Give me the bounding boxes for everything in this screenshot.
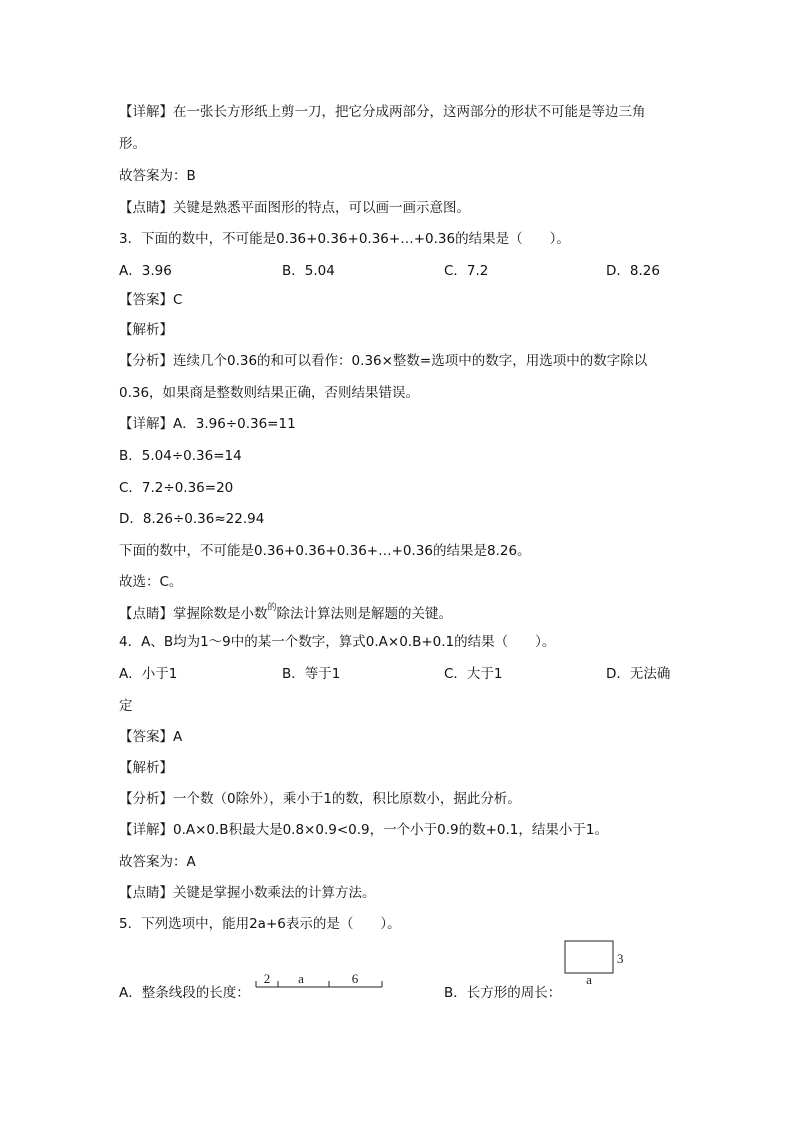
question-5: 5．下列选项中，能用2a+6表示的是（ ）。 bbox=[119, 916, 401, 932]
q3-detail-line-4: D．8.26÷0.36≈22.94 bbox=[119, 511, 265, 527]
q3-detail-line-3: C．7.2÷0.36=20 bbox=[119, 480, 234, 496]
q3-key-point-part-1: 【点睛】掌握除数是小数 bbox=[119, 606, 268, 622]
q3-choice: 故选：C。 bbox=[119, 574, 183, 590]
q3-detail-line-2: B．5.04÷0.36=14 bbox=[119, 448, 242, 464]
question-3: 3．下面的数中，不可能是0.36+0.36+0.36+…+0.36的结果是（ ）。 bbox=[119, 231, 570, 247]
rectangle-width-label: a bbox=[586, 972, 592, 987]
q4-answer: 【答案】A bbox=[119, 729, 183, 745]
q3-analysis-line-1: 【分析】连续几个0.36的和可以看作：0.36×整数=选项中的数字，用选项中的数字除以 bbox=[119, 353, 648, 369]
q3-answer: 【答案】C bbox=[119, 292, 183, 308]
explanation-line-2: 形。 bbox=[119, 136, 146, 152]
q3-option-a: A．3.96 bbox=[119, 263, 172, 279]
q4-analysis-heading: 【解析】 bbox=[119, 760, 173, 776]
segment-figure bbox=[254, 968, 386, 998]
question-4: 4．A、B均为1～9中的某一个数字，算式0.A×0.B+0.1的结果（ ）。 bbox=[119, 634, 556, 650]
q3-option-b: B．5.04 bbox=[282, 263, 335, 279]
segment-label-a: a bbox=[298, 971, 304, 986]
q4-option-d-wrap: 定 bbox=[119, 698, 133, 714]
q4-option-b: B．等于1 bbox=[282, 666, 341, 682]
q3-key-point-part-2: 除法计算法则是解题的关键。 bbox=[276, 606, 453, 622]
q3-analysis-heading: 【解析】 bbox=[119, 322, 173, 338]
explanation-line-1: 【详解】在一张长方形纸上剪一刀，把它分成两部分，这两部分的形状不可能是等边三角 bbox=[119, 104, 646, 120]
key-point-line: 【点睛】关键是熟悉平面图形的特点，可以画一画示意图。 bbox=[119, 200, 470, 216]
q5-option-b-label: B．长方形的周长： bbox=[444, 985, 562, 1001]
q3-option-d: D．8.26 bbox=[606, 263, 660, 279]
q3-detail-line-1: 【详解】A．3.96÷0.36=11 bbox=[119, 416, 296, 432]
q4-analysis-line: 【分析】一个数（0除外），乘小于1的数，积比原数小，据此分析。 bbox=[119, 791, 521, 807]
segment-label-2: 2 bbox=[263, 971, 271, 986]
answer-line: 故答案为：B bbox=[119, 168, 196, 184]
rectangle-figure bbox=[560, 938, 630, 988]
rectangle-height-label: 3 bbox=[617, 951, 624, 966]
q3-key-point bbox=[119, 604, 452, 626]
q3-detail-line-5: 下面的数中，不可能是0.36+0.36+0.36+…+0.36的结果是8.26。 bbox=[119, 543, 531, 559]
q3-option-c: C．7.2 bbox=[444, 263, 489, 279]
q4-key-point: 【点睛】关键是掌握小数乘法的计算方法。 bbox=[119, 885, 376, 901]
q4-option-a: A．小于1 bbox=[119, 666, 178, 682]
q5-option-a-label: A．整条线段的长度： bbox=[119, 985, 250, 1001]
q4-detail-line: 【详解】0.A×0.B积最大是0.8×0.9<0.9，一个小于0.9的数+0.1，结果小于1。 bbox=[119, 822, 608, 838]
q4-answer-line: 故答案为：A bbox=[119, 854, 196, 870]
q4-option-c: C．大于1 bbox=[444, 666, 503, 682]
segment-label-6: 6 bbox=[351, 971, 359, 986]
q4-option-d: D．无法确 bbox=[606, 666, 671, 682]
q3-analysis-line-2: 0.36，如果商是整数则结果正确，否则结果错误。 bbox=[119, 385, 420, 401]
q3-key-point-small-char: 的 bbox=[267, 603, 277, 613]
